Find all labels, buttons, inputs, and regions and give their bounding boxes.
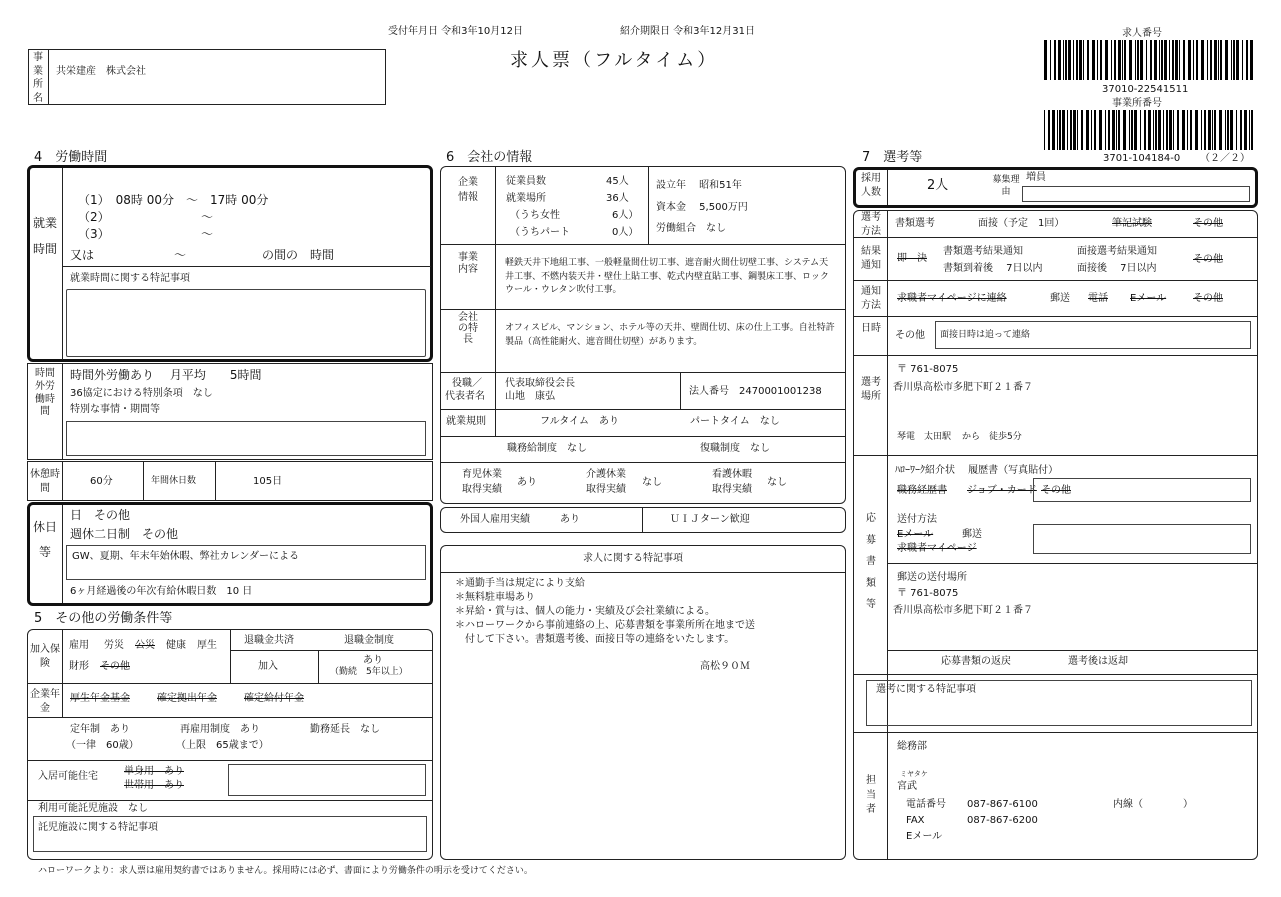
ins-health: 健康	[166, 640, 186, 651]
housing-family: 世帯用 あり	[124, 780, 184, 791]
employees-value: 45人	[606, 176, 629, 187]
access-line: 琴電	[897, 432, 916, 442]
reinstatement: 復職制度 なし	[700, 443, 770, 454]
between-text: の間の 時間	[262, 248, 335, 262]
send-method-label: 送付方法	[897, 514, 937, 525]
childcare-label: 育児休業	[462, 469, 502, 480]
pension-1: 厚生年金基金	[70, 693, 130, 704]
established: 設立年 昭和51年	[656, 180, 742, 191]
contact-ruby: ミヤタケ	[900, 770, 928, 778]
special-1: ＊通勤手当は規定により支給	[455, 578, 585, 589]
send-mail: 郵送	[962, 529, 982, 540]
method-interview: 面接（予定 1回）	[978, 218, 1065, 229]
place-label: 選考場所	[861, 377, 881, 402]
care-value: なし	[767, 477, 787, 488]
tilde: ～	[174, 248, 187, 262]
email-label: Eメール	[906, 831, 943, 842]
special-3: ＊昇給・賞与は、個人の能力・実績及び会社業績による。	[455, 606, 715, 617]
method-label: 選考方法	[861, 212, 881, 237]
reason-value: 増員	[1026, 172, 1046, 183]
rehire: 再雇用制度 あり	[180, 724, 260, 735]
office-name-label: 事業所名	[33, 52, 43, 104]
work-hours-note-label: 就業時間に関する特記事項	[70, 273, 190, 284]
housing-single: 単身用 あり	[124, 766, 184, 777]
notify-email: Eメール	[1130, 293, 1167, 304]
page-title: 求人票（フルタイム）	[510, 50, 719, 71]
paid-leave: 6ヶ月経過後の年次有給休暇日数 10 日	[70, 586, 253, 597]
overtime-special: 特別な事情・期間等	[70, 404, 160, 415]
job-number-label: 求人番号	[1122, 28, 1162, 39]
corporate-number: 法人番号 2470001001238	[689, 386, 822, 397]
break-value: 60分	[90, 476, 113, 487]
notify-mail: 郵送	[1050, 293, 1070, 304]
mail-place-label: 郵送の送付場所	[897, 572, 967, 583]
notify-mypage: 求職者マイページに連絡	[897, 293, 1007, 304]
care-label: 看護休暇	[712, 469, 752, 480]
business-label: 事業内容	[458, 252, 478, 275]
result-label: 結果通知	[861, 246, 881, 271]
send-field	[1033, 524, 1251, 554]
site-value: 36人	[606, 193, 629, 204]
rep-title: 代表取締役会長	[505, 378, 575, 389]
result-interview: 面接選考結果通知	[1077, 246, 1157, 257]
result-docs-days: 書類到着後 7日以内	[943, 263, 1043, 274]
ins-rousai: 労災	[104, 640, 124, 651]
tel-value: 087-867-6100	[967, 799, 1038, 810]
care-label-2: 取得実績	[712, 484, 752, 495]
access-station: 太田駅	[924, 432, 952, 442]
pension-2: 確定拠出年金	[157, 693, 217, 704]
part-value: 0人）	[612, 227, 639, 238]
doc-jobcard: ジョブ・カード	[967, 485, 1037, 496]
rules-label: 就業規則	[446, 416, 486, 427]
overtime-36: 36協定における特別条項 なし	[70, 388, 213, 399]
special-6: 高松９０Ｍ	[700, 661, 750, 672]
office-barcode	[1044, 110, 1254, 150]
office-number-label: 事業所番号	[1112, 98, 1162, 109]
nursing-label: 介護休業	[586, 469, 626, 480]
retirement-age: 定年制 あり	[70, 724, 130, 735]
tilde: ～	[201, 227, 214, 241]
access-walk: 徒歩5分	[989, 432, 1022, 442]
footer-note: ハローワークより：求人票は雇用契約書ではありません。採用時には必ず、書面により労働条件の明示を受けてください。	[38, 866, 533, 876]
place-zip: 〒 761-8075	[897, 364, 959, 375]
section-7-title: 7 選考等	[862, 150, 923, 165]
contact-label: 担当者	[866, 775, 876, 815]
insurance-label: 加入保険	[30, 644, 60, 669]
overtime-label: 時間外労働時間	[35, 368, 55, 418]
tel-label: 電話番号	[906, 799, 946, 810]
nursery: 利用可能託児施設 なし	[38, 803, 148, 814]
site-label: 就業場所	[506, 193, 546, 204]
reason-field	[1022, 186, 1250, 202]
method-other: その他	[1193, 218, 1223, 229]
overtime-field	[66, 421, 426, 456]
shift-1: （1） 08時 00分 ～ 17時 00分	[78, 193, 269, 207]
business-content: 軽鉄天井下地組工事、一般軽量間仕切工事、遮音耐火間仕切壁工事、システム天井工事、不燃内装天井・壁仕上貼工事、乾式内壁直貼工事、鋼製床工事、ロックウール・ウレタン吹付工事。	[505, 258, 829, 295]
job-barcode	[1044, 40, 1254, 80]
datetime-label: 日時	[861, 323, 881, 334]
result-interview-days: 面接後 7日以内	[1077, 263, 1157, 274]
received-date: 受付年月日 令和3年10月12日	[388, 26, 523, 37]
result-docs: 書類選考結果通知	[943, 246, 1023, 257]
union: 労働組合 なし	[656, 223, 726, 234]
extension: 内線（ ）	[1113, 799, 1193, 810]
annual-holidays-label: 年間休日数	[151, 476, 197, 486]
work-hours-note-field	[66, 289, 426, 357]
holiday-note: GW、夏期、年末年始休暇、弊社カレンダーによる	[72, 551, 299, 562]
nursery-note-label: 託児施設に関する特記事項	[38, 822, 158, 833]
office-number: 3701-104184-0	[1103, 153, 1181, 164]
rehire-detail: （上限 65歳まで）	[176, 740, 269, 751]
shift-3: （3）	[78, 227, 110, 241]
nursing-value: なし	[642, 477, 662, 488]
features-content: オフィスビル、マンション、ホテル等の天井、壁間仕切、床の仕上工事。自社特許製品（高性能耐火、遮音間仕切壁）があります。	[505, 323, 835, 347]
childcare-value: あり	[517, 477, 537, 488]
fax-value: 087-867-6200	[967, 815, 1038, 826]
pension-label: 企業年金	[30, 689, 60, 714]
housing-field	[228, 764, 426, 796]
overtime-value: 時間外労働あり 月平均 5時間	[70, 368, 262, 382]
break-box	[27, 461, 433, 501]
notify-other: その他	[1193, 293, 1223, 304]
fax-label: FAX	[906, 815, 925, 826]
method-written: 筆記試験	[1112, 218, 1152, 229]
capital: 資本金 5,500万円	[656, 202, 748, 213]
doc-list-1: ﾊﾛｰﾜｰｸ紹介状 履歴書（写真貼付）	[895, 465, 1059, 476]
return-label: 応募書類の返戻	[941, 656, 1011, 667]
contact-name: 宮武	[897, 781, 917, 792]
employees-label: 従業員数	[506, 176, 546, 187]
retirement-label: 退職金制度	[344, 635, 394, 646]
hire-count: 2人	[927, 178, 949, 193]
hire-count-label: 採用人数	[861, 173, 881, 198]
holiday-1: 日 その他	[70, 508, 131, 522]
return-value: 選考後は返却	[1068, 656, 1128, 667]
access-from: から	[962, 432, 981, 442]
housing-label: 入居可能住宅	[38, 771, 98, 782]
ins-pension: 厚生	[197, 640, 217, 651]
pension-3: 確定給付年金	[244, 693, 304, 704]
method-docs: 書類選考	[895, 218, 935, 229]
send-mypage: 求職者マイページ	[897, 543, 977, 554]
section-5-title: 5 その他の労働条件等	[34, 611, 173, 626]
female-label: （うち女性	[510, 210, 560, 221]
rep-name: 山地 康弘	[505, 391, 555, 402]
ins-employment: 雇用	[69, 640, 89, 651]
ins-zaikei: 財形	[69, 661, 89, 672]
ins-other: その他	[100, 661, 130, 672]
result-immediate: 即 決	[897, 253, 927, 264]
special-2: ＊無料駐車場あり	[455, 592, 535, 603]
shift-2: （2）	[78, 210, 110, 224]
selection-note-label: 選考に関する特記事項	[876, 684, 976, 695]
kyosai-label: 退職金共済	[244, 635, 294, 646]
ins-kousai: 公災	[135, 640, 155, 651]
send-email: Eメール	[897, 529, 934, 540]
uij-turn: ＵＩＪターン歓迎	[670, 514, 750, 525]
part-label: （うちパート	[510, 227, 570, 238]
section-4-title: 4 労働時間	[34, 150, 108, 165]
datetime-note: 面接日時は追って連絡	[940, 330, 1031, 340]
foreign-employment: 外国人雇用実績 あり	[460, 514, 580, 525]
holidays-label: 休日等	[33, 520, 58, 559]
doc-career: 職務経歴書	[897, 485, 947, 496]
notify-label: 通知方法	[861, 286, 881, 311]
rules-parttime: パートタイム なし	[690, 416, 780, 427]
referral-deadline: 紹介期限日 令和3年12月31日	[620, 26, 755, 37]
corp-info-label: 企業情報	[458, 177, 478, 203]
break-label: 休憩時間	[30, 469, 60, 494]
or-label: 又は	[70, 248, 95, 262]
rep-label-1: 役職／	[452, 378, 482, 389]
extension: 勤務延長 なし	[310, 724, 380, 735]
mail-zip: 〒 761-8075	[897, 588, 959, 599]
page-number: （２／２）	[1200, 153, 1250, 164]
retirement-years: （勤続 5年以上）	[330, 667, 408, 677]
job-number: 37010-22541511	[1102, 84, 1189, 95]
kyosai-value: 加入	[258, 661, 278, 672]
mail-address: 香川県高松市多肥下町２１番７	[893, 605, 1033, 616]
rep-label-2: 代表者名	[445, 391, 485, 402]
retirement-age-detail: （一律 60歳）	[66, 740, 139, 751]
special-title: 求人に関する特記事項	[583, 553, 683, 564]
contact-dept: 総務部	[897, 741, 927, 752]
reason-label: 募集理由	[992, 175, 1020, 198]
special-5: 付して下さい。書類選考後、面接日等の連絡をいたします。	[455, 634, 735, 645]
duty-pay: 職務給制度 なし	[507, 443, 587, 454]
result-other: その他	[1193, 254, 1223, 265]
retirement-value: あり	[363, 655, 383, 666]
tilde: ～	[201, 210, 214, 224]
special-4: ＊ハローワークから事前連絡の上、応募書類を事業所所在地まで送	[455, 620, 755, 631]
section-6-title: 6 会社の情報	[446, 150, 533, 165]
office-name: 共栄建産 株式会社	[56, 66, 146, 77]
doc-other: その他	[1041, 485, 1071, 496]
documents-label: 応募書類等	[866, 513, 876, 610]
work-hours-label: 就業時間	[33, 216, 58, 257]
female-value: 6人）	[612, 210, 639, 221]
annual-holidays-value: 105日	[253, 476, 283, 487]
rules-fulltime: フルタイム あり	[540, 416, 619, 427]
childcare-label-2: 取得実績	[462, 484, 502, 495]
place-address: 香川県高松市多肥下町２１番７	[893, 382, 1033, 393]
notify-phone: 電話	[1088, 293, 1108, 304]
datetime-other: その他	[895, 330, 925, 341]
nursing-label-2: 取得実績	[586, 484, 626, 495]
holiday-2: 週休二日制 その他	[70, 527, 179, 541]
features-label: 会社の特長	[458, 312, 478, 345]
